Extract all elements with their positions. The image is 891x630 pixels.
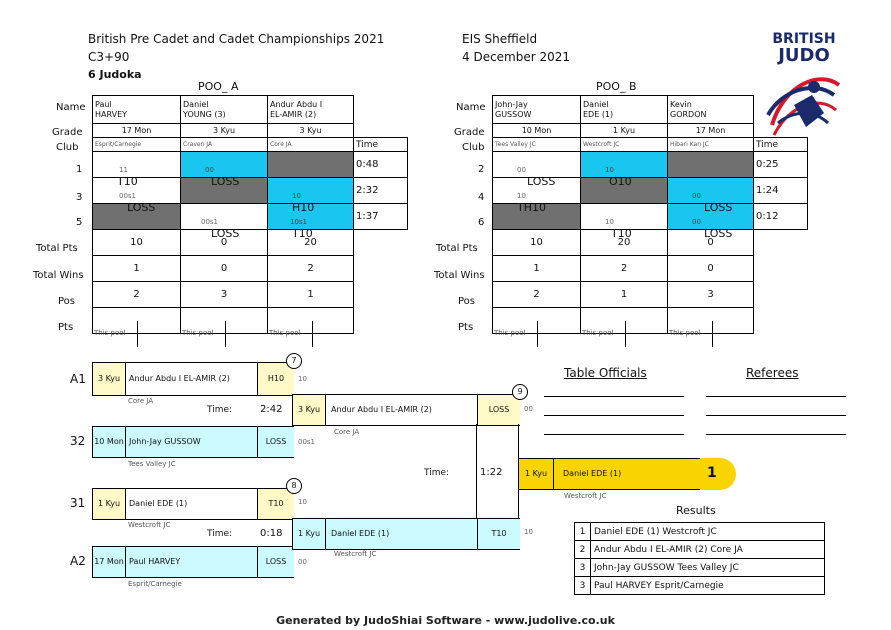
match7-top-club: Core JA: [128, 397, 154, 405]
pool-b-club-label: Club: [462, 142, 485, 153]
pool-b-r1-c1: 00 LOSS: [493, 152, 581, 178]
pool-a-p3-total-pts: 20: [268, 230, 354, 256]
match7-bottom-slot: [92, 426, 294, 458]
referees-heading: Referees: [746, 366, 799, 380]
pool-a-r1-c1: 11 T10: [93, 152, 181, 178]
match7-number-badge: 7: [286, 353, 302, 369]
pool-a-r1-c3: [268, 152, 354, 178]
pool-b-r2-time: 1:24: [754, 178, 808, 204]
pool-b-player2-name: Daniel EDE (1): [581, 96, 668, 124]
result-1-place: 1: [575, 523, 591, 541]
match8-time-label: Time:: [207, 529, 233, 539]
pool-a-pts-label: Pts: [58, 322, 74, 333]
seed-31: 31: [70, 496, 86, 510]
pool-b-pts-label: Pts: [458, 322, 474, 333]
match8-bottom-club: Esprit/Carnegie: [128, 580, 182, 588]
pool-b-p3-pts: This pool: [668, 308, 754, 334]
pool-b-r3-time: 0:12: [754, 204, 808, 230]
pool-a-player1-grade: 17 Mon: [93, 124, 181, 138]
match9-number-badge: 9: [512, 384, 528, 400]
referee-line-2: [706, 415, 846, 416]
pool-a-p3-pts: This pool: [268, 308, 354, 334]
match7-top-result: H10: [257, 363, 294, 395]
pool-a-r3-c3: 10s1 T10: [268, 204, 354, 230]
pool-a-title: POO_ A: [198, 80, 239, 93]
pool-b-p2-pos: 1: [581, 282, 668, 308]
match9-bottom-club: Westcroft JC: [334, 550, 377, 558]
pool-b-table: [492, 95, 808, 337]
pool-a-player3-club: Core JA: [268, 138, 354, 152]
match8-bottom-slot: [92, 546, 294, 578]
result-3a-text: John-Jay GUSSOW Tees Valley JC: [591, 559, 825, 577]
pool-b-total-wins-label: Total Wins: [434, 270, 485, 281]
match8-top-name: Daniel EDE (1): [129, 499, 188, 508]
seed-a2: A2: [70, 554, 86, 568]
event-date: 4 December 2021: [462, 50, 571, 64]
referee-line-1: [706, 396, 846, 397]
pool-b-row1-num: 2: [478, 164, 485, 175]
result-3b-place: 3: [575, 577, 591, 595]
match9-bottom-grade: 1 Kyu: [293, 519, 326, 549]
match7-time: 2:42: [260, 404, 283, 415]
pool-b-p1-total-pts: 10: [493, 230, 581, 256]
match8-top-score: 10: [298, 498, 307, 506]
pool-b-r1-time: 0:25: [754, 152, 808, 178]
pool-b-title: POO_ B: [596, 80, 637, 93]
pool-b-row2-num: 4: [478, 192, 485, 203]
pool-b-p1-pts: This pool: [493, 308, 581, 334]
pool-a-r3-c2: 00s1 LOSS: [181, 204, 268, 230]
pool-a-r2-c3: 10 H10: [268, 178, 354, 204]
pool-b-p1-total-wins: 1: [493, 256, 581, 282]
pool-a-p1-pos: 2: [93, 282, 181, 308]
pool-a-p1-pts: This pool: [93, 308, 181, 334]
venue-label: EIS Sheffield: [462, 32, 538, 46]
match9-bottom-result: T10: [477, 519, 520, 549]
match7-bottom-name: John-Jay GUSSOW: [126, 427, 257, 457]
pool-a-row2-num: 3: [76, 192, 83, 203]
winner-place: 1: [707, 465, 717, 481]
pool-a-total-pts-label: Total Pts: [36, 243, 78, 254]
pool-b-p2-total-wins: 2: [581, 256, 668, 282]
match8-time: 0:18: [260, 528, 283, 539]
match9-top-grade: 3 Kyu: [293, 395, 326, 425]
pool-b-r2-c3: 00 LOSS: [668, 178, 754, 204]
match9-time: 1:22: [480, 467, 503, 478]
official-line-2: [544, 415, 684, 416]
match7-top-score: 10: [298, 375, 307, 383]
pool-a-grade-label: Grade: [52, 127, 83, 138]
tournament-title: British Pre Cadet and Cadet Championships 2021: [88, 32, 385, 46]
pool-a-p2-total-pts: 0: [181, 230, 268, 256]
pool-b-player2-club: Westcroft JC: [581, 138, 668, 152]
match9-top-club: Core JA: [334, 428, 360, 436]
seed-a1: A1: [70, 372, 86, 386]
pool-a-r2-time: 2:32: [354, 178, 408, 204]
pool-b-row3-num: 6: [478, 217, 485, 228]
match8-top-result: T10: [257, 489, 294, 519]
official-line-1: [544, 396, 684, 397]
match9-bottom-name: Daniel EDE (1): [326, 519, 477, 549]
pool-b-r1-c3: [668, 152, 754, 178]
pool-b-time-header: Time: [754, 138, 808, 152]
pool-b-player1-name: John-Jay GUSSOW: [493, 96, 581, 124]
pool-a-player1-club: Esprit/Carnegie: [93, 138, 181, 152]
pool-a-p3-pos: 1: [268, 282, 354, 308]
match8-top-club: Westcroft JC: [128, 521, 171, 529]
seed-32: 32: [70, 434, 86, 448]
pool-b-p1-pos: 2: [493, 282, 581, 308]
pool-a-player3-name: Andur Abdu I EL-AMIR (2): [268, 96, 354, 124]
result-2-text: Andur Abdu I EL-AMIR (2) Core JA: [591, 541, 825, 559]
official-line-3: [544, 434, 684, 435]
pool-b-p2-pts: This pool: [581, 308, 668, 334]
match7-top-grade: 3 Kyu: [93, 363, 126, 395]
pool-a-total-wins-label: Total Wins: [33, 270, 84, 281]
pool-a-row1-num: 1: [76, 164, 83, 175]
pool-a-player1-name: Paul HARVEY: [93, 96, 181, 124]
winner-grade: 1 Kyu: [519, 459, 554, 489]
pool-b-player3-grade: 17 Mon: [668, 124, 754, 138]
match7-bottom-grade: 10 Mon: [93, 427, 126, 457]
logo-line1: BRITISH: [772, 31, 836, 47]
pool-b-r2-c1: 10 TH10: [493, 178, 581, 204]
pool-b-p3-total-pts: 0: [668, 230, 754, 256]
match7-top-slot: [92, 362, 294, 396]
result-2-place: 2: [575, 541, 591, 559]
match7-bottom-score: 00s1: [298, 438, 316, 446]
pool-b-r3-c3: 00 LOSS: [668, 204, 754, 230]
result-1-text: Daniel EDE (1) Westcroft JC: [591, 523, 825, 541]
match8-bottom-result: LOSS: [257, 547, 294, 577]
pool-a-p2-pos: 3: [181, 282, 268, 308]
pool-a-player2-grade: 3 Kyu: [181, 124, 268, 138]
pool-b-player3-name: Kevin GORDON: [668, 96, 754, 124]
pool-a-player2-name: Daniel YOUNG (3): [181, 96, 268, 124]
match8-top-slot: [92, 488, 294, 520]
pool-a-p3-total-wins: 2: [268, 256, 354, 282]
pool-b-p3-total-wins: 0: [668, 256, 754, 282]
winner-name: Daniel EDE (1): [563, 469, 622, 478]
pool-a-p2-pts: This pool: [181, 308, 268, 334]
winner-club: Westcroft JC: [564, 492, 607, 500]
referee-line-3: [706, 434, 846, 435]
pool-b-player2-grade: 1 Kyu: [581, 124, 668, 138]
pool-a-player2-club: Craven JA: [181, 138, 268, 152]
result-3a-place: 3: [575, 559, 591, 577]
pool-b-pos-label: Pos: [458, 296, 476, 307]
match9-top-slot: [292, 394, 520, 426]
pool-b-p3-pos: 3: [668, 282, 754, 308]
pool-b-name-label: Name: [456, 102, 486, 113]
pool-b-grade-label: Grade: [454, 127, 485, 138]
result-3b-text: Paul HARVEY Esprit/Carnegie: [591, 577, 825, 595]
pool-b-player1-grade: 10 Mon: [493, 124, 581, 138]
pool-a-club-label: Club: [56, 142, 79, 153]
pool-b-p2-total-pts: 20: [581, 230, 668, 256]
pool-b-player3-club: Hibari Kan JC: [668, 138, 754, 152]
pool-b-r3-c2: 10 T10: [581, 204, 668, 230]
winner-place-cap: [700, 458, 736, 490]
pool-a-name-label: Name: [56, 102, 86, 113]
pool-a-p1-total-pts: 10: [93, 230, 181, 256]
pool-a-p2-total-wins: 0: [181, 256, 268, 282]
match8-bottom-grade: 17 Mon: [93, 547, 126, 577]
pool-a-r1-time: 0:48: [354, 152, 408, 178]
pool-a-row3-num: 5: [76, 217, 83, 228]
pool-a-p1-total-wins: 1: [93, 256, 181, 282]
pool-a-time-header: Time: [354, 138, 408, 152]
match8-bottom-score: 00: [298, 558, 307, 566]
match8-bottom-name: Paul HARVEY: [126, 547, 257, 577]
match9-top-score: 00: [524, 405, 533, 413]
category-label: C3+90: [88, 50, 130, 64]
results-table: [574, 522, 825, 595]
match7-bottom-result: LOSS: [257, 427, 294, 457]
pool-b-player1-club: Tees Valley JC: [493, 138, 581, 152]
pool-b-total-pts-label: Total Pts: [436, 243, 478, 254]
pool-a-player3-grade: 3 Kyu: [268, 124, 354, 138]
match9-top-name: Andur Abdu I EL-AMIR (2): [331, 405, 432, 414]
match9-top-result: LOSS: [477, 395, 520, 425]
match9-bottom-score: 10: [524, 528, 533, 536]
match9-bottom-slot: [292, 518, 520, 550]
logo-line2: JUDO: [778, 45, 830, 66]
pool-a-r2-c1: 00s1 LOSS: [93, 178, 181, 204]
match8-number-badge: 8: [286, 478, 302, 494]
footer-credit: Generated by JudoShiai Software - www.judolive.co.uk: [276, 614, 615, 627]
pool-a-pos-label: Pos: [58, 296, 76, 307]
match7-bottom-club: Tees Valley JC: [128, 460, 176, 468]
results-heading: Results: [676, 504, 716, 517]
pool-b-r1-c2: 10 O10: [581, 152, 668, 178]
match7-time-label: Time:: [207, 405, 233, 415]
match8-top-grade: 1 Kyu: [93, 489, 126, 519]
pool-a-r1-c2: 00 LOSS: [181, 152, 268, 178]
table-officials-heading: Table Officials: [564, 366, 647, 380]
match9-time-label: Time:: [424, 468, 450, 478]
winner-slot: [518, 458, 720, 490]
pool-a-table: [92, 95, 408, 337]
judoka-count: 6 Judoka: [88, 68, 142, 81]
pool-a-r3-time: 1:37: [354, 204, 408, 230]
match7-top-name: Andur Abdu I EL-AMIR (2): [129, 374, 230, 383]
